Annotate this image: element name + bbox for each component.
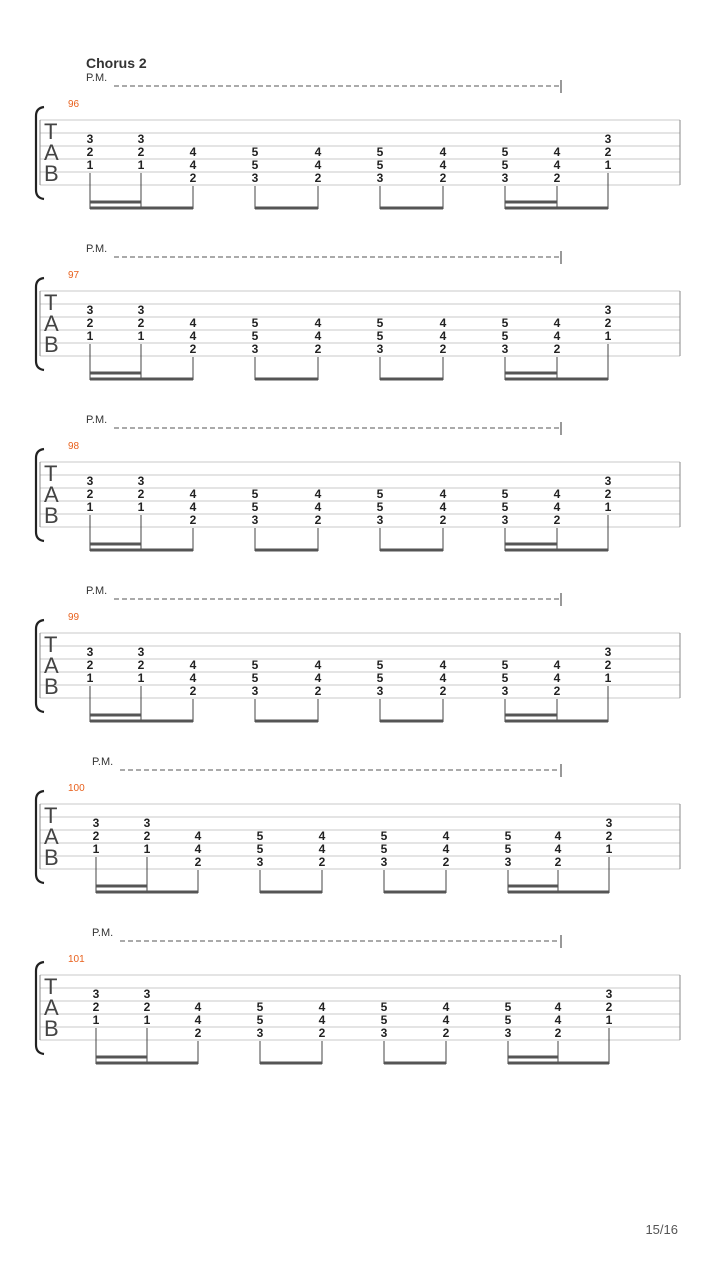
fret-number: 3 xyxy=(501,342,509,356)
fret-number: 2 xyxy=(137,316,145,330)
beam-primary xyxy=(508,1062,609,1065)
fret-number: 1 xyxy=(143,842,151,856)
fret-number: 5 xyxy=(251,671,259,685)
tab-clef-letter: B xyxy=(44,161,59,186)
fret-number: 3 xyxy=(251,171,259,185)
fret-number: 1 xyxy=(605,842,613,856)
fret-number: 5 xyxy=(501,316,509,330)
fret-number: 5 xyxy=(256,829,264,843)
fret-number: 4 xyxy=(314,158,322,172)
fret-number: 2 xyxy=(439,684,447,698)
beam-primary xyxy=(255,720,318,723)
palm-mute-label: P.M. xyxy=(86,585,108,597)
fret-number: 2 xyxy=(439,513,447,527)
fret-number: 3 xyxy=(256,1026,264,1040)
fret-number: 2 xyxy=(194,1026,202,1040)
fret-number: 1 xyxy=(604,329,612,343)
fret-number: 1 xyxy=(137,158,145,172)
fret-number: 3 xyxy=(605,987,613,1001)
fret-number: 1 xyxy=(143,1013,151,1027)
fret-number: 4 xyxy=(189,145,197,159)
fret-number: 2 xyxy=(604,487,612,501)
fret-number: 4 xyxy=(439,329,447,343)
tab-clef-letter: T xyxy=(44,803,58,828)
tab-clef-letter: A xyxy=(44,653,59,678)
fret-number: 4 xyxy=(189,658,197,672)
fret-number: 3 xyxy=(376,342,384,356)
beam-secondary xyxy=(508,885,558,888)
fret-number: 3 xyxy=(501,684,509,698)
fret-number: 1 xyxy=(86,158,94,172)
beam-secondary xyxy=(96,885,147,888)
beam-secondary xyxy=(90,201,141,204)
beam-primary xyxy=(90,207,193,210)
fret-number: 3 xyxy=(380,855,388,869)
fret-number: 4 xyxy=(314,487,322,501)
fret-number: 4 xyxy=(439,500,447,514)
fret-number: 2 xyxy=(137,145,145,159)
fret-number: 4 xyxy=(194,1000,202,1014)
fret-number: 4 xyxy=(439,658,447,672)
beam-secondary xyxy=(508,1056,558,1059)
fret-number: 4 xyxy=(439,145,447,159)
measure-number: 100 xyxy=(68,783,85,794)
fret-number: 5 xyxy=(256,1000,264,1014)
beam-primary xyxy=(90,720,193,723)
fret-number: 4 xyxy=(554,1000,562,1014)
fret-number: 4 xyxy=(314,329,322,343)
fret-number: 3 xyxy=(137,132,145,146)
fret-number: 2 xyxy=(553,342,561,356)
page-number: 15/16 xyxy=(645,1222,678,1237)
fret-number: 2 xyxy=(314,171,322,185)
beam-secondary xyxy=(90,714,141,717)
fret-number: 5 xyxy=(251,145,259,159)
fret-number: 5 xyxy=(380,1000,388,1014)
fret-number: 2 xyxy=(554,855,562,869)
fret-number: 1 xyxy=(86,500,94,514)
fret-number: 2 xyxy=(442,855,450,869)
fret-number: 4 xyxy=(442,842,450,856)
fret-number: 5 xyxy=(380,842,388,856)
fret-number: 4 xyxy=(314,671,322,685)
fret-number: 1 xyxy=(604,671,612,685)
fret-number: 1 xyxy=(137,329,145,343)
fret-number: 5 xyxy=(251,158,259,172)
beam-primary xyxy=(380,378,443,381)
measure-number: 101 xyxy=(68,954,85,965)
fret-number: 4 xyxy=(194,829,202,843)
beam-primary xyxy=(96,1062,198,1065)
fret-number: 5 xyxy=(376,158,384,172)
fret-number: 2 xyxy=(318,1026,326,1040)
fret-number: 2 xyxy=(604,145,612,159)
fret-number: 4 xyxy=(318,1013,326,1027)
fret-number: 3 xyxy=(604,132,612,146)
fret-number: 4 xyxy=(189,316,197,330)
fret-number: 5 xyxy=(380,829,388,843)
fret-number: 3 xyxy=(137,303,145,317)
beam-primary xyxy=(505,549,608,552)
fret-number: 1 xyxy=(86,329,94,343)
fret-number: 2 xyxy=(604,658,612,672)
beam-primary xyxy=(255,378,318,381)
fret-number: 4 xyxy=(553,329,561,343)
fret-number: 3 xyxy=(504,1026,512,1040)
fret-number: 3 xyxy=(376,513,384,527)
fret-number: 2 xyxy=(553,171,561,185)
fret-number: 3 xyxy=(143,816,151,830)
tab-clef-letter: A xyxy=(44,824,59,849)
fret-number: 5 xyxy=(376,658,384,672)
fret-number: 4 xyxy=(318,829,326,843)
beam-primary xyxy=(255,549,318,552)
fret-number: 3 xyxy=(376,171,384,185)
fret-number: 3 xyxy=(251,342,259,356)
fret-number: 5 xyxy=(256,842,264,856)
beam-secondary xyxy=(505,372,557,375)
fret-number: 5 xyxy=(376,500,384,514)
fret-number: 3 xyxy=(137,645,145,659)
fret-number: 2 xyxy=(143,1000,151,1014)
palm-mute-label: P.M. xyxy=(92,756,114,768)
fret-number: 3 xyxy=(604,303,612,317)
fret-number: 2 xyxy=(189,342,197,356)
fret-number: 1 xyxy=(92,842,100,856)
tab-clef-letter: A xyxy=(44,311,59,336)
tab-clef-letter: B xyxy=(44,845,59,870)
fret-number: 4 xyxy=(194,842,202,856)
tab-clef-letter: B xyxy=(44,1016,59,1041)
beam-secondary xyxy=(90,543,141,546)
fret-number: 2 xyxy=(189,684,197,698)
tab-clef-letter: T xyxy=(44,632,58,657)
fret-number: 2 xyxy=(314,684,322,698)
fret-number: 4 xyxy=(189,671,197,685)
beam-primary xyxy=(260,1062,322,1065)
fret-number: 2 xyxy=(194,855,202,869)
tab-clef-letter: A xyxy=(44,140,59,165)
fret-number: 5 xyxy=(251,500,259,514)
fret-number: 1 xyxy=(86,671,94,685)
fret-number: 5 xyxy=(380,1013,388,1027)
palm-mute-label: P.M. xyxy=(92,927,114,939)
fret-number: 4 xyxy=(439,671,447,685)
fret-number: 1 xyxy=(137,500,145,514)
fret-number: 5 xyxy=(501,158,509,172)
fret-number: 3 xyxy=(605,816,613,830)
tab-clef-letter: T xyxy=(44,461,58,486)
fret-number: 4 xyxy=(554,1013,562,1027)
fret-number: 4 xyxy=(194,1013,202,1027)
beam-secondary xyxy=(505,543,557,546)
fret-number: 5 xyxy=(501,500,509,514)
fret-number: 4 xyxy=(553,658,561,672)
fret-number: 1 xyxy=(604,158,612,172)
fret-number: 5 xyxy=(501,658,509,672)
beam-primary xyxy=(260,891,322,894)
fret-number: 3 xyxy=(251,513,259,527)
fret-number: 4 xyxy=(314,500,322,514)
fret-number: 4 xyxy=(189,487,197,501)
fret-number: 2 xyxy=(439,171,447,185)
fret-number: 5 xyxy=(504,829,512,843)
fret-number: 3 xyxy=(86,132,94,146)
fret-number: 3 xyxy=(501,171,509,185)
fret-number: 2 xyxy=(137,658,145,672)
fret-number: 3 xyxy=(86,645,94,659)
fret-number: 3 xyxy=(604,474,612,488)
fret-number: 4 xyxy=(189,500,197,514)
fret-number: 4 xyxy=(318,842,326,856)
tab-clef-letter: A xyxy=(44,995,59,1020)
fret-number: 5 xyxy=(251,658,259,672)
beam-primary xyxy=(90,549,193,552)
tab-clef-letter: B xyxy=(44,503,59,528)
fret-number: 3 xyxy=(92,816,100,830)
fret-number: 2 xyxy=(314,513,322,527)
beam-primary xyxy=(384,1062,446,1065)
fret-number: 2 xyxy=(86,658,94,672)
fret-number: 2 xyxy=(604,316,612,330)
fret-number: 5 xyxy=(376,145,384,159)
fret-number: 2 xyxy=(137,487,145,501)
fret-number: 4 xyxy=(553,671,561,685)
beam-primary xyxy=(380,207,443,210)
fret-number: 4 xyxy=(439,487,447,501)
beam-primary xyxy=(505,207,608,210)
beam-primary xyxy=(384,891,446,894)
fret-number: 5 xyxy=(504,842,512,856)
beam-primary xyxy=(380,720,443,723)
tab-clef-letter: B xyxy=(44,674,59,699)
fret-number: 2 xyxy=(86,145,94,159)
fret-number: 4 xyxy=(314,658,322,672)
tab-clef-letter: T xyxy=(44,290,58,315)
fret-number: 4 xyxy=(553,500,561,514)
measure-number: 96 xyxy=(68,99,80,110)
beam-primary xyxy=(505,720,608,723)
fret-number: 4 xyxy=(553,158,561,172)
fret-number: 2 xyxy=(554,1026,562,1040)
fret-number: 5 xyxy=(501,329,509,343)
fret-number: 4 xyxy=(442,829,450,843)
fret-number: 2 xyxy=(553,513,561,527)
fret-number: 1 xyxy=(604,500,612,514)
fret-number: 2 xyxy=(189,171,197,185)
fret-number: 2 xyxy=(314,342,322,356)
palm-mute-label: P.M. xyxy=(86,72,108,84)
fret-number: 5 xyxy=(501,487,509,501)
fret-number: 3 xyxy=(380,1026,388,1040)
fret-number: 3 xyxy=(86,474,94,488)
fret-number: 4 xyxy=(553,145,561,159)
section-title: Chorus 2 xyxy=(86,55,147,71)
fret-number: 2 xyxy=(439,342,447,356)
fret-number: 5 xyxy=(501,145,509,159)
fret-number: 4 xyxy=(439,158,447,172)
palm-mute-label: P.M. xyxy=(86,243,108,255)
fret-number: 4 xyxy=(553,316,561,330)
fret-number: 1 xyxy=(92,1013,100,1027)
fret-number: 1 xyxy=(137,671,145,685)
tab-clef-letter: T xyxy=(44,119,58,144)
fret-number: 5 xyxy=(251,487,259,501)
fret-number: 2 xyxy=(86,487,94,501)
beam-secondary xyxy=(505,714,557,717)
palm-mute-label: P.M. xyxy=(86,414,108,426)
beam-primary xyxy=(380,549,443,552)
beam-secondary xyxy=(505,201,557,204)
fret-number: 5 xyxy=(376,316,384,330)
fret-number: 2 xyxy=(605,1000,613,1014)
fret-number: 3 xyxy=(256,855,264,869)
fret-number: 4 xyxy=(189,329,197,343)
fret-number: 4 xyxy=(442,1000,450,1014)
fret-number: 5 xyxy=(504,1013,512,1027)
fret-number: 3 xyxy=(504,855,512,869)
beam-primary xyxy=(96,891,198,894)
fret-number: 4 xyxy=(554,829,562,843)
fret-number: 5 xyxy=(376,487,384,501)
fret-number: 3 xyxy=(137,474,145,488)
fret-number: 1 xyxy=(605,1013,613,1027)
fret-number: 4 xyxy=(439,316,447,330)
fret-number: 3 xyxy=(376,684,384,698)
fret-number: 5 xyxy=(376,671,384,685)
tab-clef-letter: B xyxy=(44,332,59,357)
fret-number: 4 xyxy=(554,842,562,856)
fret-number: 2 xyxy=(605,829,613,843)
measure-number: 99 xyxy=(68,612,80,623)
fret-number: 2 xyxy=(86,316,94,330)
fret-number: 4 xyxy=(318,1000,326,1014)
fret-number: 3 xyxy=(251,684,259,698)
fret-number: 2 xyxy=(92,829,100,843)
fret-number: 4 xyxy=(553,487,561,501)
fret-number: 5 xyxy=(251,329,259,343)
beam-primary xyxy=(505,378,608,381)
fret-number: 2 xyxy=(189,513,197,527)
fret-number: 2 xyxy=(92,1000,100,1014)
beam-primary xyxy=(508,891,609,894)
fret-number: 5 xyxy=(256,1013,264,1027)
measure-number: 98 xyxy=(68,441,80,452)
fret-number: 5 xyxy=(376,329,384,343)
beam-primary xyxy=(90,378,193,381)
fret-number: 4 xyxy=(189,158,197,172)
fret-number: 4 xyxy=(314,145,322,159)
fret-number: 5 xyxy=(501,671,509,685)
fret-number: 3 xyxy=(604,645,612,659)
fret-number: 2 xyxy=(318,855,326,869)
beam-secondary xyxy=(96,1056,147,1059)
fret-number: 2 xyxy=(553,684,561,698)
fret-number: 5 xyxy=(251,316,259,330)
measure-number: 97 xyxy=(68,270,80,281)
tab-clef-letter: A xyxy=(44,482,59,507)
fret-number: 3 xyxy=(92,987,100,1001)
fret-number: 3 xyxy=(501,513,509,527)
fret-number: 4 xyxy=(442,1013,450,1027)
beam-primary xyxy=(255,207,318,210)
fret-number: 3 xyxy=(143,987,151,1001)
beam-secondary xyxy=(90,372,141,375)
fret-number: 2 xyxy=(442,1026,450,1040)
fret-number: 4 xyxy=(314,316,322,330)
fret-number: 3 xyxy=(86,303,94,317)
fret-number: 2 xyxy=(143,829,151,843)
tab-clef-letter: T xyxy=(44,974,58,999)
fret-number: 5 xyxy=(504,1000,512,1014)
